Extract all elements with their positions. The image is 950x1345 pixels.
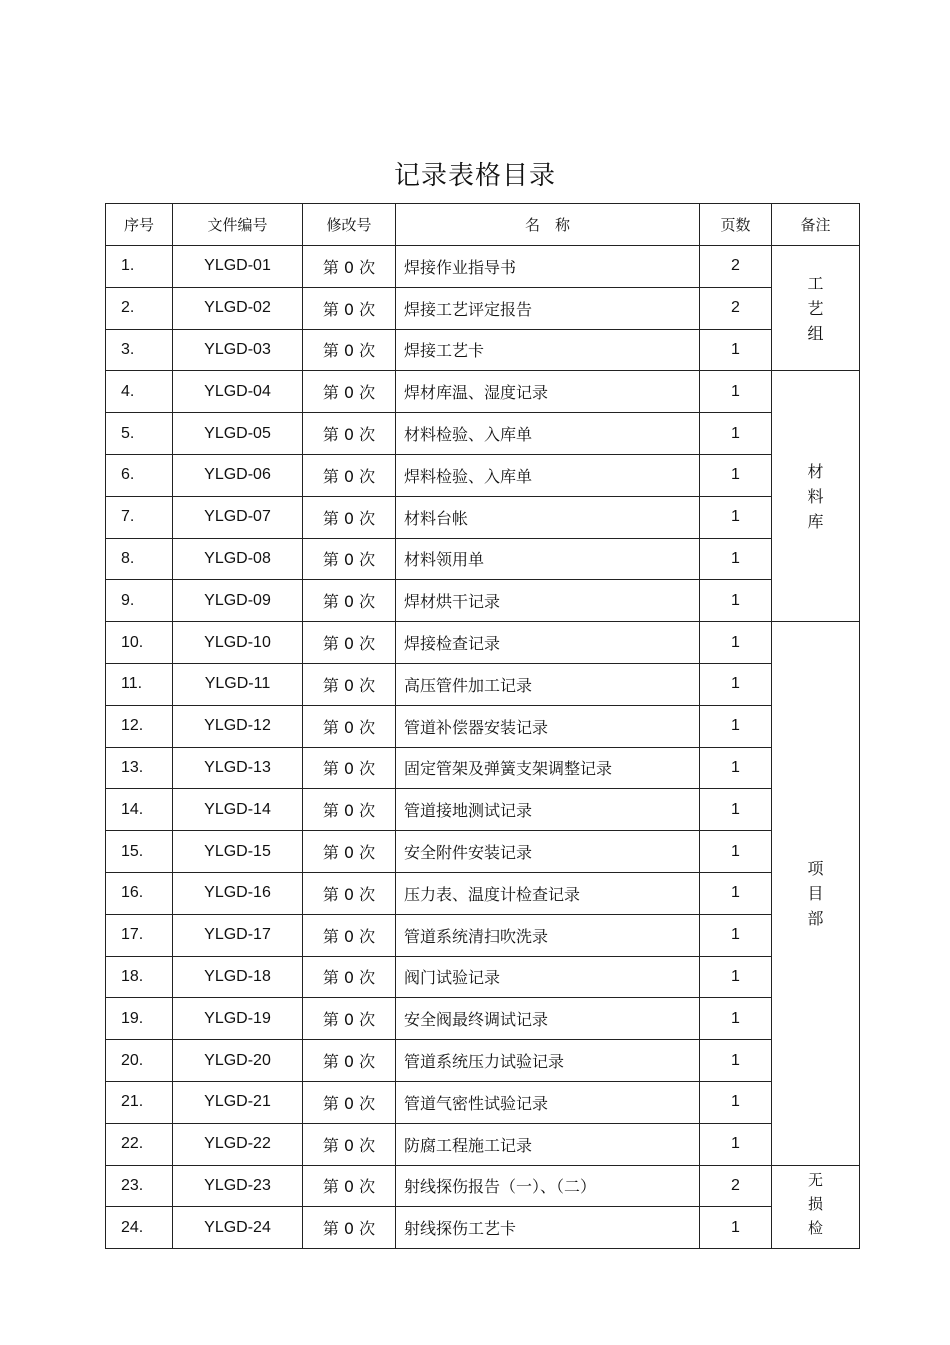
cell-pages: 2 [700,287,772,329]
cell-name: 安全阀最终调试记录 [396,998,700,1040]
cell-name: 管道气密性试验记录 [396,1081,700,1123]
cell-seq: 24. [106,1207,173,1249]
cell-file-no: YLGD-10 [173,622,303,664]
cell-file-no: YLGD-01 [173,246,303,288]
cell-pages: 1 [700,413,772,455]
table-row [106,287,860,329]
table-row [106,413,860,455]
cell-name: 射线探伤报告（一）、（二） [396,1165,700,1207]
cell-file-no: YLGD-22 [173,1123,303,1165]
cell-pages: 1 [700,914,772,956]
cell-revision: 第 0 次 [303,413,396,455]
table-row [106,789,860,831]
cell-file-no: YLGD-06 [173,454,303,496]
table-row [106,1081,860,1123]
table-row [106,1123,860,1165]
cell-pages: 2 [700,1165,772,1207]
cell-revision: 第 0 次 [303,789,396,831]
table-row [106,831,860,873]
table-row [106,580,860,622]
cell-file-no: YLGD-12 [173,705,303,747]
cell-revision: 第 0 次 [303,538,396,580]
cell-seq: 17. [106,914,173,956]
cell-file-no: YLGD-02 [173,287,303,329]
cell-pages: 1 [700,831,772,873]
cell-revision: 第 0 次 [303,246,396,288]
cell-name: 防腐工程施工记录 [396,1123,700,1165]
cell-revision: 第 0 次 [303,663,396,705]
cell-pages: 1 [700,747,772,789]
cell-seq: 9. [106,580,173,622]
cell-file-no: YLGD-24 [173,1207,303,1249]
cell-revision: 第 0 次 [303,1207,396,1249]
cell-name: 管道补偿器安装记录 [396,705,700,747]
note-text: 项目部 [807,858,824,928]
table-row [106,872,860,914]
header-name: 名 称 [396,204,700,246]
cell-pages: 2 [700,246,772,288]
header-pages: 页数 [700,204,772,246]
table-row [106,371,860,413]
cell-name: 焊接检查记录 [396,622,700,664]
cell-pages: 1 [700,622,772,664]
cell-revision: 第 0 次 [303,1165,396,1207]
cell-seq: 14. [106,789,173,831]
cell-note-group [772,622,860,1165]
cell-name: 焊接工艺卡 [396,329,700,371]
cell-seq: 13. [106,747,173,789]
table-row [106,246,860,288]
table-row [106,329,860,371]
cell-seq: 23. [106,1165,173,1207]
cell-revision: 第 0 次 [303,747,396,789]
cell-note-group [772,371,860,622]
note-text: 工艺组 [807,273,824,343]
cell-file-no: YLGD-08 [173,538,303,580]
cell-pages: 1 [700,663,772,705]
cell-revision: 第 0 次 [303,705,396,747]
cell-pages: 1 [700,1207,772,1249]
table-row [106,914,860,956]
cell-file-no: YLGD-21 [173,1081,303,1123]
cell-pages: 1 [700,1081,772,1123]
cell-pages: 1 [700,538,772,580]
cell-revision: 第 0 次 [303,914,396,956]
cell-file-no: YLGD-05 [173,413,303,455]
table-row [106,705,860,747]
cell-file-no: YLGD-14 [173,789,303,831]
cell-revision: 第 0 次 [303,496,396,538]
cell-name: 管道接地测试记录 [396,789,700,831]
cell-name: 管道系统压力试验记录 [396,1040,700,1082]
cell-pages: 1 [700,329,772,371]
cell-name: 阀门试验记录 [396,956,700,998]
cell-seq: 8. [106,538,173,580]
cell-revision: 第 0 次 [303,580,396,622]
cell-name: 安全附件安装记录 [396,831,700,873]
cell-file-no: YLGD-18 [173,956,303,998]
cell-seq: 18. [106,956,173,998]
table-header-row [106,204,860,246]
cell-file-no: YLGD-04 [173,371,303,413]
table-row [106,496,860,538]
cell-name: 材料台帐 [396,496,700,538]
cell-file-no: YLGD-17 [173,914,303,956]
cell-pages: 1 [700,956,772,998]
cell-name: 压力表、温度计检查记录 [396,872,700,914]
cell-file-no: YLGD-13 [173,747,303,789]
cell-file-no: YLGD-20 [173,1040,303,1082]
cell-seq: 6. [106,454,173,496]
cell-pages: 1 [700,789,772,831]
cell-name: 焊材库温、湿度记录 [396,371,700,413]
cell-name: 焊接作业指导书 [396,246,700,288]
cell-name: 材料检验、入库单 [396,413,700,455]
cell-revision: 第 0 次 [303,454,396,496]
cell-seq: 3. [106,329,173,371]
cell-revision: 第 0 次 [303,1040,396,1082]
cell-pages: 1 [700,1123,772,1165]
cell-name: 材料领用单 [396,538,700,580]
cell-name: 射线探伤工艺卡 [396,1207,700,1249]
table-row [106,538,860,580]
header-file-no: 文件编号 [173,204,303,246]
cell-seq: 2. [106,287,173,329]
cell-seq: 1. [106,246,173,288]
cell-seq: 4. [106,371,173,413]
cell-file-no: YLGD-07 [173,496,303,538]
cell-name: 高压管件加工记录 [396,663,700,705]
document-title: 记录表格目录 [393,161,556,191]
cell-name: 焊接工艺评定报告 [396,287,700,329]
table-row [106,454,860,496]
note-text: 无损检 [807,1170,823,1237]
cell-revision: 第 0 次 [303,1123,396,1165]
cell-revision: 第 0 次 [303,329,396,371]
cell-note-group [772,246,860,371]
cell-revision: 第 0 次 [303,831,396,873]
cell-pages: 1 [700,705,772,747]
cell-name: 焊料检验、入库单 [396,454,700,496]
cell-revision: 第 0 次 [303,956,396,998]
cell-revision: 第 0 次 [303,1081,396,1123]
cell-seq: 20. [106,1040,173,1082]
cell-seq: 5. [106,413,173,455]
table-row [106,1165,860,1207]
header-seq: 序号 [106,204,173,246]
cell-note-group [772,1165,860,1249]
cell-file-no: YLGD-09 [173,580,303,622]
cell-pages: 1 [700,454,772,496]
cell-file-no: YLGD-23 [173,1165,303,1207]
cell-seq: 21. [106,1081,173,1123]
cell-seq: 7. [106,496,173,538]
table-row [106,747,860,789]
table-row [106,956,860,998]
table-row [106,998,860,1040]
cell-file-no: YLGD-11 [173,663,303,705]
cell-name: 管道系统清扫吹洗录 [396,914,700,956]
cell-pages: 1 [700,872,772,914]
cell-seq: 16. [106,872,173,914]
cell-file-no: YLGD-03 [173,329,303,371]
cell-seq: 12. [106,705,173,747]
cell-revision: 第 0 次 [303,872,396,914]
cell-seq: 19. [106,998,173,1040]
cell-file-no: YLGD-19 [173,998,303,1040]
cell-file-no: YLGD-16 [173,872,303,914]
cell-revision: 第 0 次 [303,998,396,1040]
cell-pages: 1 [700,1040,772,1082]
note-text: 材料库 [807,461,824,531]
cell-file-no: YLGD-15 [173,831,303,873]
records-table [105,203,860,1249]
cell-name: 焊材烘干记录 [396,580,700,622]
cell-seq: 10. [106,622,173,664]
header-revision: 修改号 [303,204,396,246]
cell-pages: 1 [700,371,772,413]
table-row [106,663,860,705]
header-note: 备注 [772,204,860,246]
table-row [106,1207,860,1249]
table-row [106,622,860,664]
cell-seq: 15. [106,831,173,873]
cell-revision: 第 0 次 [303,622,396,664]
table-row [106,1040,860,1082]
cell-revision: 第 0 次 [303,287,396,329]
cell-pages: 1 [700,496,772,538]
cell-seq: 22. [106,1123,173,1165]
cell-seq: 11. [106,663,173,705]
cell-revision: 第 0 次 [303,371,396,413]
cell-pages: 1 [700,998,772,1040]
cell-name: 固定管架及弹簧支架调整记录 [396,747,700,789]
cell-pages: 1 [700,580,772,622]
